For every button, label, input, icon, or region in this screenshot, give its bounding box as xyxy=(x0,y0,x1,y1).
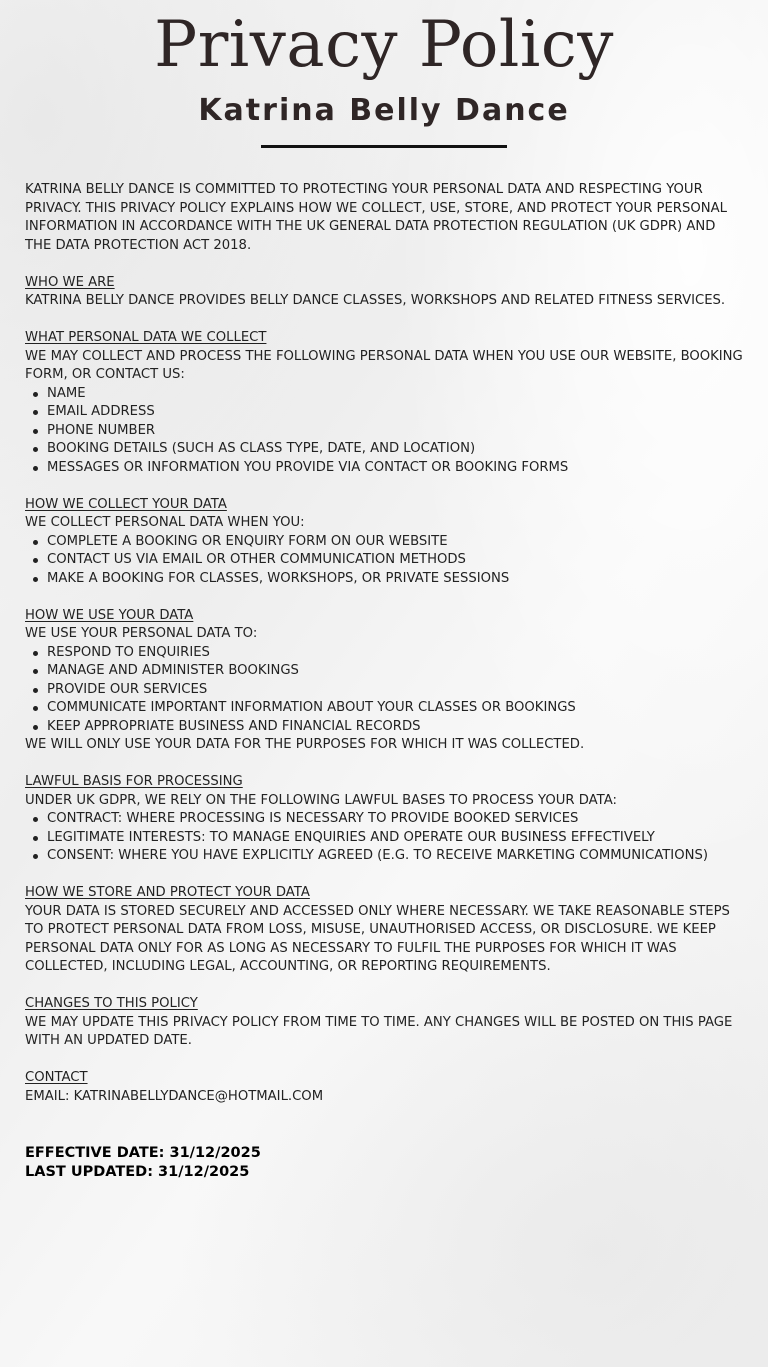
list-item: CONSENT: WHERE YOU HAVE EXPLICITLY AGREED (E.G. TO RECEIVE MARKETING COMMUNICATIONS) xyxy=(47,847,745,866)
section-text: YOUR DATA IS STORED SECURELY AND ACCESSED ONLY WHERE NECESSARY. WE TAKE REASONABLE STEPS TO PROTECT PERSONAL DATA FROM LOSS, MISUSE, UNAUTHORISED ACCESS, OR DISCLOSURE. WE KEEP PERSONAL DATA ONLY FOR AS LONG AS NECESSARY TO FULFIL THE PURPOSES FOR WHICH IT WAS COLLECTED, INCLUDING LEGAL, ACCOUNTING, OR REPORTING REQUIREMENTS. xyxy=(25,903,730,974)
list-item: LEGITIMATE INTERESTS: TO MANAGE ENQUIRIES AND OPERATE OUR BUSINESS EFFECTIVELY xyxy=(47,829,745,848)
section-text: WE USE YOUR PERSONAL DATA TO: xyxy=(25,626,258,641)
section-footer-text: WE WILL ONLY USE YOUR DATA FOR THE PURPOSES FOR WHICH IT WAS COLLECTED. xyxy=(25,737,585,752)
section-store-protect xyxy=(25,884,745,977)
policy-dates xyxy=(25,1144,745,1182)
section-heading: LAWFUL BASIS FOR PROCESSING xyxy=(25,774,243,789)
bullet-list xyxy=(25,810,745,866)
section-how-use xyxy=(25,607,745,755)
section-data-collected xyxy=(25,329,745,477)
section-text: KATRINA BELLY DANCE PROVIDES BELLY DANCE CLASSES, WORKSHOPS AND RELATED FITNESS SERVICES. xyxy=(25,293,726,308)
list-item: CONTRACT: WHERE PROCESSING IS NECESSARY TO PROVIDE BOOKED SERVICES xyxy=(47,810,745,829)
section-who-we-are xyxy=(25,274,745,311)
page-title: Privacy Policy xyxy=(154,8,614,82)
list-item: COMMUNICATE IMPORTANT INFORMATION ABOUT YOUR CLASSES OR BOOKINGS xyxy=(47,699,745,718)
section-heading: CHANGES TO THIS POLICY xyxy=(25,996,198,1011)
business-name: Katrina Belly Dance xyxy=(198,93,570,128)
section-changes xyxy=(25,995,745,1051)
section-text: WE MAY UPDATE THIS PRIVACY POLICY FROM TIME TO TIME. ANY CHANGES WILL BE POSTED ON THIS PAGE WITH AN UPDATED DATE. xyxy=(25,1014,733,1048)
effective-date: EFFECTIVE DATE: 31/12/2025 xyxy=(25,1145,261,1161)
list-item: CONTACT US VIA EMAIL OR OTHER COMMUNICATION METHODS xyxy=(47,551,745,570)
policy-content xyxy=(25,181,745,1182)
bullet-list xyxy=(25,644,745,737)
list-item: MANAGE AND ADMINISTER BOOKINGS xyxy=(47,662,745,681)
section-heading: WHO WE ARE xyxy=(25,274,115,290)
contact-email: EMAIL: KATRINABELLYDANCE@HOTMAIL.COM xyxy=(25,1088,324,1104)
section-heading: CONTACT xyxy=(25,1070,88,1085)
list-item: PHONE NUMBER xyxy=(47,422,745,441)
bullet-list xyxy=(25,533,745,589)
list-item: MAKE A BOOKING FOR CLASSES, WORKSHOPS, OR PRIVATE SESSIONS xyxy=(47,570,745,589)
section-text: WE COLLECT PERSONAL DATA WHEN YOU: xyxy=(25,515,305,530)
section-text: UNDER UK GDPR, WE RELY ON THE FOLLOWING LAWFUL BASES TO PROCESS YOUR DATA: xyxy=(25,792,617,808)
list-item: BOOKING DETAILS (SUCH AS CLASS TYPE, DATE, AND LOCATION) xyxy=(47,440,745,459)
list-item: COMPLETE A BOOKING OR ENQUIRY FORM ON OUR WEBSITE xyxy=(47,533,745,552)
list-item: EMAIL ADDRESS xyxy=(47,403,745,422)
list-item: PROVIDE OUR SERVICES xyxy=(47,681,745,700)
section-heading: HOW WE COLLECT YOUR DATA xyxy=(25,496,227,512)
last-updated-date: LAST UPDATED: 31/12/2025 xyxy=(25,1164,250,1180)
section-heading: HOW WE STORE AND PROTECT YOUR DATA xyxy=(25,885,310,900)
section-heading: HOW WE USE YOUR DATA xyxy=(25,607,194,623)
list-item: RESPOND TO ENQUIRIES xyxy=(47,644,745,663)
list-item: KEEP APPROPRIATE BUSINESS AND FINANCIAL RECORDS xyxy=(47,718,745,737)
section-how-collect xyxy=(25,496,745,589)
list-item: MESSAGES OR INFORMATION YOU PROVIDE VIA CONTACT OR BOOKING FORMS xyxy=(47,459,745,478)
section-heading: WHAT PERSONAL DATA WE COLLECT xyxy=(25,330,267,345)
title-divider xyxy=(261,145,507,148)
section-lawful-basis xyxy=(25,773,745,866)
intro-paragraph: KATRINA BELLY DANCE IS COMMITTED TO PROTECTING YOUR PERSONAL DATA AND RESPECTING YOUR PRIVACY. THIS PRIVACY POLICY EXPLAINS HOW WE COLLECT, USE, STORE, AND PROTECT YOUR PERSONAL INFORMATION IN ACCORDANCE WITH THE UK GENERAL DATA PROTECTION REGULATION (UK GDPR) AND THE DATA PROTECTION ACT 2018. xyxy=(25,182,727,253)
section-contact xyxy=(25,1069,745,1106)
list-item: NAME xyxy=(47,385,745,404)
section-text: WE MAY COLLECT AND PROCESS THE FOLLOWING PERSONAL DATA WHEN YOU USE OUR WEBSITE, BOOKING FORM, OR CONTACT US: xyxy=(25,348,743,382)
bullet-list xyxy=(25,385,745,478)
